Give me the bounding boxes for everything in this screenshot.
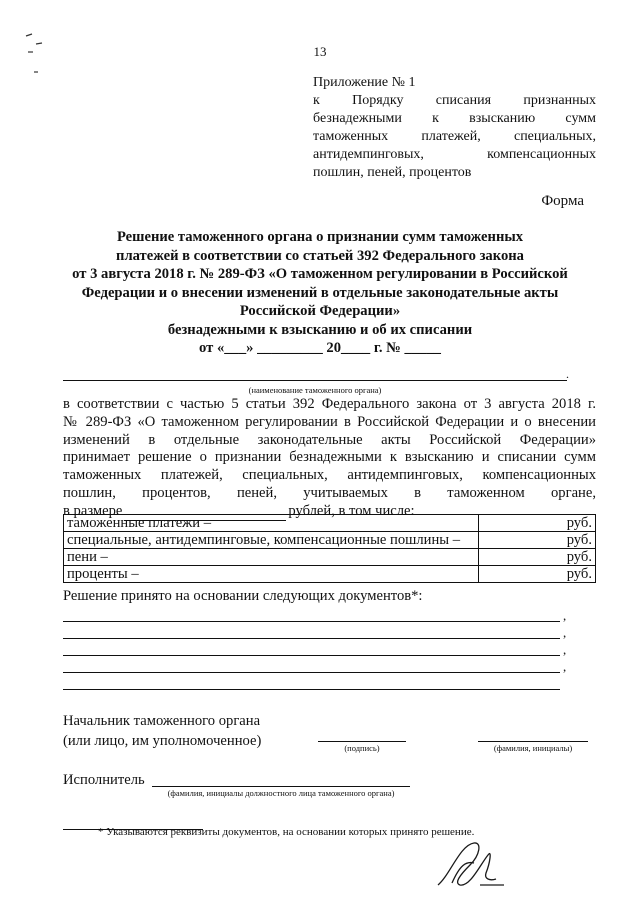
title-line: безнадежными к взысканию и об их списании xyxy=(167,321,473,338)
appendix-line: безнадежными к взысканию сумм xyxy=(313,111,596,126)
amount-value-cell[interactable]: руб. xyxy=(479,549,596,566)
head-label-line: (или лицо, им уполномоченное) xyxy=(63,733,262,749)
handwritten-initials xyxy=(430,835,510,900)
head-label xyxy=(63,711,261,751)
scan-marks xyxy=(24,28,54,93)
org-name-caption: (наименование таможенного органа) xyxy=(248,385,382,395)
executor-label: Исполнитель xyxy=(63,772,145,788)
org-name-dot: . xyxy=(566,367,569,381)
title-line: Российской Федерации» xyxy=(239,303,401,319)
basis-text: Решение принято на основании следующих документов*: xyxy=(63,588,423,604)
body-line: принимает решение о признании безнадежными к взысканию и списании сумм xyxy=(63,449,596,466)
table-row xyxy=(64,532,596,549)
line-comma: , xyxy=(563,608,567,623)
appendix-line: пошлин, пеней, процентов xyxy=(313,165,472,180)
body-line: в соответствии с частью 5 статьи 392 Федерального закона от 3 августа 2018 г. xyxy=(63,396,596,412)
form-label: Форма xyxy=(541,193,584,209)
body-line: пошлин, процентов, пеней, учитываемых в таможенном органе, xyxy=(63,484,596,501)
signature-field[interactable] xyxy=(318,740,406,742)
document-line-field[interactable] xyxy=(63,654,560,656)
amount-value-cell[interactable]: руб. xyxy=(479,566,596,583)
appendix-block xyxy=(313,74,596,182)
title-line: платежей в соответствии со статьей 392 Федерального закона xyxy=(116,247,524,264)
executor-caption: (фамилия, инициалы должностного лица таможенного органа) xyxy=(167,788,395,798)
appendix-line: к Порядку списания признанных xyxy=(313,93,596,108)
document-line-field[interactable] xyxy=(63,620,560,622)
decision-body xyxy=(63,396,596,521)
document-line-field[interactable] xyxy=(63,671,560,673)
amount-value-cell[interactable]: руб. xyxy=(479,532,596,549)
document-line-field[interactable] xyxy=(63,637,560,639)
org-name-field[interactable] xyxy=(63,370,567,381)
signature-caption: (подпись) xyxy=(344,743,380,753)
document-line-field[interactable] xyxy=(63,688,560,690)
table-row xyxy=(64,515,596,532)
amount-row-label: проценты – xyxy=(64,566,479,583)
body-line: изменений в отдельные законодательные акты Российской Федерации» xyxy=(63,431,596,448)
name-field[interactable] xyxy=(478,740,588,742)
amounts-table xyxy=(63,514,596,583)
line-comma: , xyxy=(563,625,567,640)
date-number-line: от «___» _________ 20____ г. № _____ xyxy=(199,340,441,356)
table-row xyxy=(64,566,596,583)
appendix-line: таможенных платежей, специальных, xyxy=(313,129,596,144)
line-comma: , xyxy=(563,642,567,657)
footnote: * Указываются реквизиты документов, на основании которых принято решение. xyxy=(98,826,475,838)
body-line: таможенных платежей, специальных, антидемпинговых, компенсационных xyxy=(63,467,596,484)
title-line: Федерации и о внесении изменений в отдельные законодательные акты xyxy=(81,284,559,301)
body-line: № 289-ФЗ «О таможенном регулировании в Российской Федерации и о внесении xyxy=(63,413,596,430)
page-number: 13 xyxy=(313,44,327,59)
document-title xyxy=(60,228,580,358)
amount-value-cell[interactable]: руб. xyxy=(479,515,596,532)
title-line: от 3 августа 2018 г. № 289-ФЗ «О таможенном регулировании в Российской xyxy=(72,266,568,282)
amount-row-label: специальные, антидемпинговые, компенсационные пошлины – xyxy=(64,532,479,549)
appendix-title: Приложение № 1 xyxy=(313,75,416,90)
title-line: Решение таможенного органа о признании сумм таможенных xyxy=(116,229,524,245)
appendix-line: антидемпинговых, компенсационных xyxy=(313,147,596,162)
amount-suffix: рублей, в том числе: xyxy=(288,502,415,519)
line-comma: , xyxy=(563,659,567,674)
amount-prefix: в размере xyxy=(63,502,123,519)
amount-row-label: пени – xyxy=(64,549,479,566)
amount-row-label: таможенные платежи – xyxy=(64,515,479,532)
executor-field[interactable] xyxy=(152,785,410,787)
table-row xyxy=(64,549,596,566)
name-caption: (фамилия, инициалы) xyxy=(493,743,573,753)
head-label-line: Начальник таможенного органа xyxy=(63,713,261,729)
